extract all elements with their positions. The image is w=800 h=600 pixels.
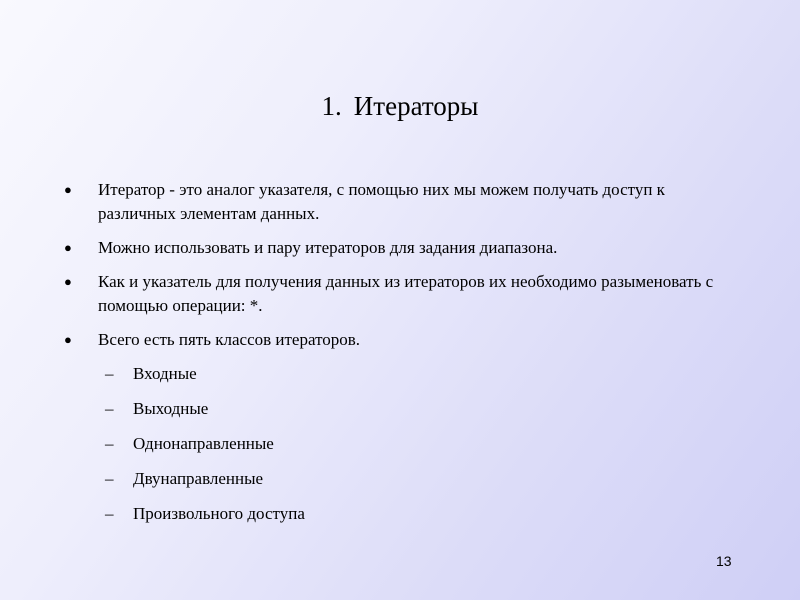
- bullet-text: Всего есть пять классов итераторов.: [98, 330, 361, 349]
- page-number: 13: [716, 553, 732, 569]
- bullet-item: [0, 328, 800, 352]
- dash-icon: –: [105, 504, 114, 523]
- dash-icon: –: [105, 364, 114, 383]
- sub-list-item: [0, 362, 800, 386]
- bullet-icon: ●: [64, 240, 72, 255]
- sub-item-text: Произвольного доступа: [133, 504, 305, 523]
- dash-icon: –: [105, 469, 114, 488]
- bullet-item: [0, 270, 800, 318]
- bullet-list: [0, 178, 800, 537]
- dash-icon: –: [105, 434, 114, 453]
- sub-item-text: Двунаправленные: [133, 469, 264, 488]
- dash-icon: –: [105, 399, 114, 418]
- bullet-text: Как и указатель для получения данных из итераторов их необходимо разыменовать с помощью операции: *.: [98, 272, 714, 315]
- bullet-text: Можно использовать и пару итераторов для задания диапазона.: [98, 238, 558, 257]
- sub-list-item: [0, 432, 800, 456]
- bullet-icon: ●: [64, 332, 72, 347]
- bullet-item: [0, 236, 800, 260]
- sub-list-item: [0, 467, 800, 491]
- bullet-icon: ●: [64, 182, 72, 197]
- sub-list-item: [0, 502, 800, 526]
- title-text: Итераторы: [353, 91, 479, 121]
- bullet-icon: ●: [64, 274, 72, 289]
- sub-item-text: Выходные: [133, 399, 209, 418]
- bullet-item: [0, 178, 800, 226]
- slide-title: [0, 86, 800, 126]
- sub-item-text: Однонаправленные: [133, 434, 274, 453]
- sub-item-text: Входные: [133, 364, 197, 383]
- title-number: 1.: [321, 91, 342, 121]
- bullet-text: Итератор - это аналог указателя, с помощью них мы можем получать доступ к различных элементам данных.: [98, 180, 665, 223]
- sub-list-item: [0, 397, 800, 421]
